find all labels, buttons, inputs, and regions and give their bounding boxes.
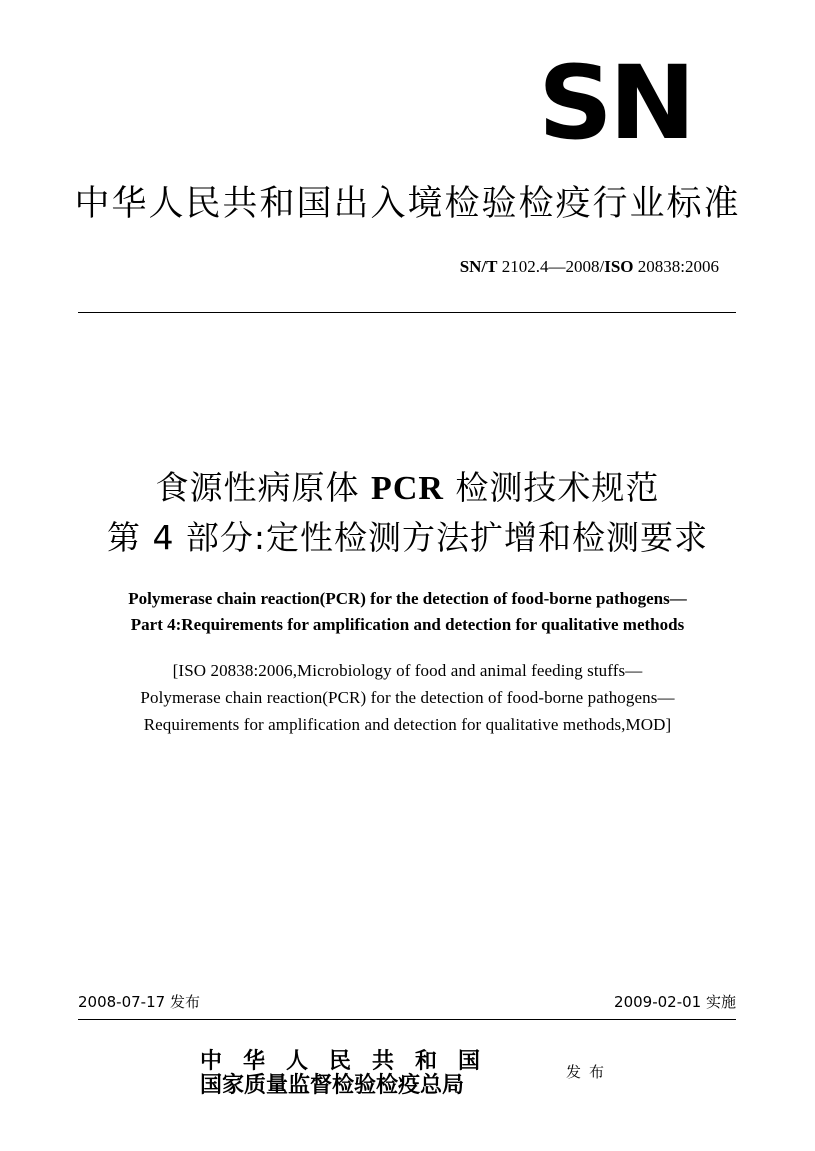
bottom-divider [78,1019,736,1020]
code-number: 2102.4—2008/ [497,257,605,276]
iso-reference-line2: Polymerase chain reaction(PCR) for the detection of food-borne pathogens— [140,688,675,707]
title-cn-line2: 第 4 部分:定性检测方法扩增和检测要求 [106,518,709,557]
issuer-line1: 中华人民共和国 [200,1048,502,1074]
top-divider [78,312,736,313]
code-prefix: SN/T [459,257,498,276]
title-cn-line1-after: 检测技术规范 [443,468,660,507]
title-cn-line1-before: 食源性病原体 [155,468,372,507]
title-en-line1: Polymerase chain reaction(PCR) for the detection of food-borne pathogens— [128,589,687,608]
code-iso-number: 20838:2006 [633,257,719,276]
standard-code [460,256,719,278]
standard-category-title: 中华人民共和国出入境检验检疫行业标准 [74,184,741,224]
issuer-line2: 国家质量监督检验检疫总局 [200,1072,465,1098]
code-iso: ISO [604,257,634,276]
iso-reference-line3: Requirements for amplification and detection for qualitative methods,MOD] [143,715,672,734]
title-cn-line1 [0,466,815,511]
publish-date: 2008-07-17 发布 [78,993,200,1011]
iso-reference-line1: [ISO 20838:2006,Microbiology of food and animal feeding stuffs— [172,661,643,680]
issued-by-label: 发布 [566,1063,613,1081]
title-en-line2: Part 4:Requirements for amplification and detection for qualitative methods [130,615,685,634]
implement-date: 2009-02-01 实施 [614,993,736,1011]
sn-logo: SN [538,44,692,163]
title-cn-pcr: PCR [371,470,444,507]
